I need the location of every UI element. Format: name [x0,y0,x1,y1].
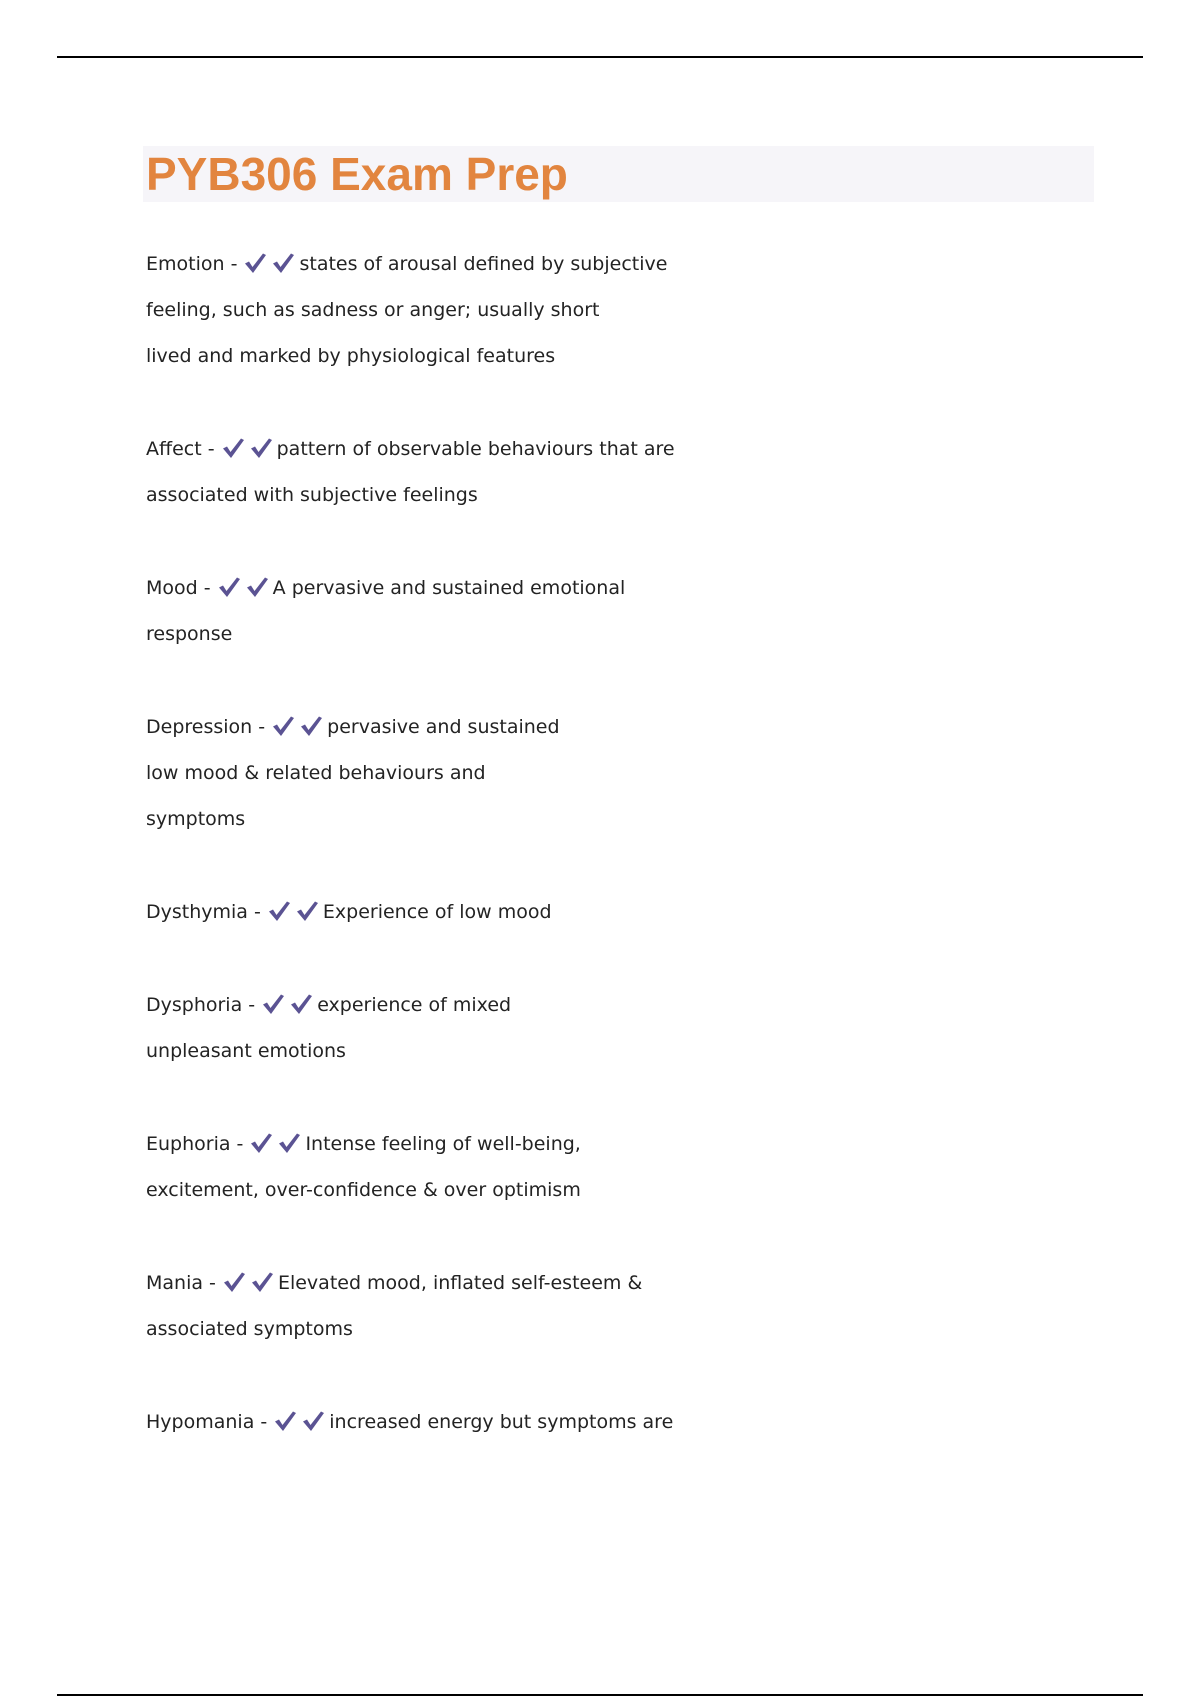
definition-first-line [146,889,706,935]
definition-first-line [146,426,706,472]
checkmark-icon [261,992,285,1016]
definition-term: Dysphoria - [146,994,256,1016]
definition-text: Elevated mood, inflated self-esteem & [277,1272,643,1294]
definition-text: Experience of low mood [322,901,552,923]
checkmark-icon [249,1131,273,1155]
definition-text: associated symptoms [146,1318,353,1340]
checkmark-icon [249,436,273,460]
definition-first-line [146,241,706,287]
checkmark-icon [221,436,245,460]
definition-entry [146,982,706,1074]
checkmark-icon [250,1270,274,1294]
definition-text: associated with subjective feelings [146,484,478,506]
definition-text: Intense feeling of well-being, [305,1133,581,1155]
page-title: PYB306 Exam Prep [146,148,568,200]
checkmark-icon [217,575,241,599]
definition-term: Mania - [146,1272,216,1294]
definition-entry [146,241,706,379]
definition-first-line [146,565,706,611]
checkmark-icon [299,714,323,738]
definition-first-line [146,1260,706,1306]
definition-term: Mood - [146,577,211,599]
footer-rule [57,1694,1143,1696]
definition-text: A pervasive and sustained emotional [272,577,626,599]
definition-text: unpleasant emotions [146,1040,346,1062]
definition-first-line [146,1399,706,1445]
definition-text: states of arousal defined by subjective [299,253,668,275]
definition-list [146,241,706,1492]
definition-text: pattern of observable behaviours that are [276,438,675,460]
checkmark-icon [301,1409,325,1433]
definition-term: Dysthymia - [146,901,261,923]
definition-entry [146,889,706,935]
checkmark-icon [222,1270,246,1294]
definition-text: experience of mixed [317,994,512,1016]
checkmark-icon [295,899,319,923]
definition-text: lived and marked by physiological features [146,345,556,367]
checkmark-icon [267,899,291,923]
checkmark-icon [273,1409,297,1433]
definition-term: Emotion - [146,253,238,275]
definition-entry [146,565,706,657]
checkmark-icon [289,992,313,1016]
definition-text: response [146,623,233,645]
definition-term: Hypomania - [146,1411,268,1433]
definition-term: Euphoria - [146,1133,244,1155]
definition-text: feeling, such as sadness or anger; usually short [146,299,600,321]
definition-term: Affect - [146,438,215,460]
definition-entry [146,1121,706,1213]
definition-first-line [146,704,706,750]
definition-entry [146,1260,706,1352]
checkmark-icon [277,1131,301,1155]
checkmark-icon [245,575,269,599]
definition-text: symptoms [146,808,246,830]
definition-text: excitement, over-confidence & over optimism [146,1179,581,1201]
definition-text: low mood & related behaviours and [146,762,486,784]
definition-term: Depression - [146,716,266,738]
checkmark-icon [271,251,295,275]
checkmark-icon [243,251,267,275]
header-rule [57,56,1143,58]
definition-first-line [146,982,706,1028]
definition-entry [146,704,706,842]
definition-text: pervasive and sustained [327,716,560,738]
definition-text: increased energy but symptoms are [329,1411,674,1433]
definition-first-line [146,1121,706,1167]
definition-entry [146,426,706,518]
checkmark-icon [271,714,295,738]
definition-entry [146,1399,706,1445]
